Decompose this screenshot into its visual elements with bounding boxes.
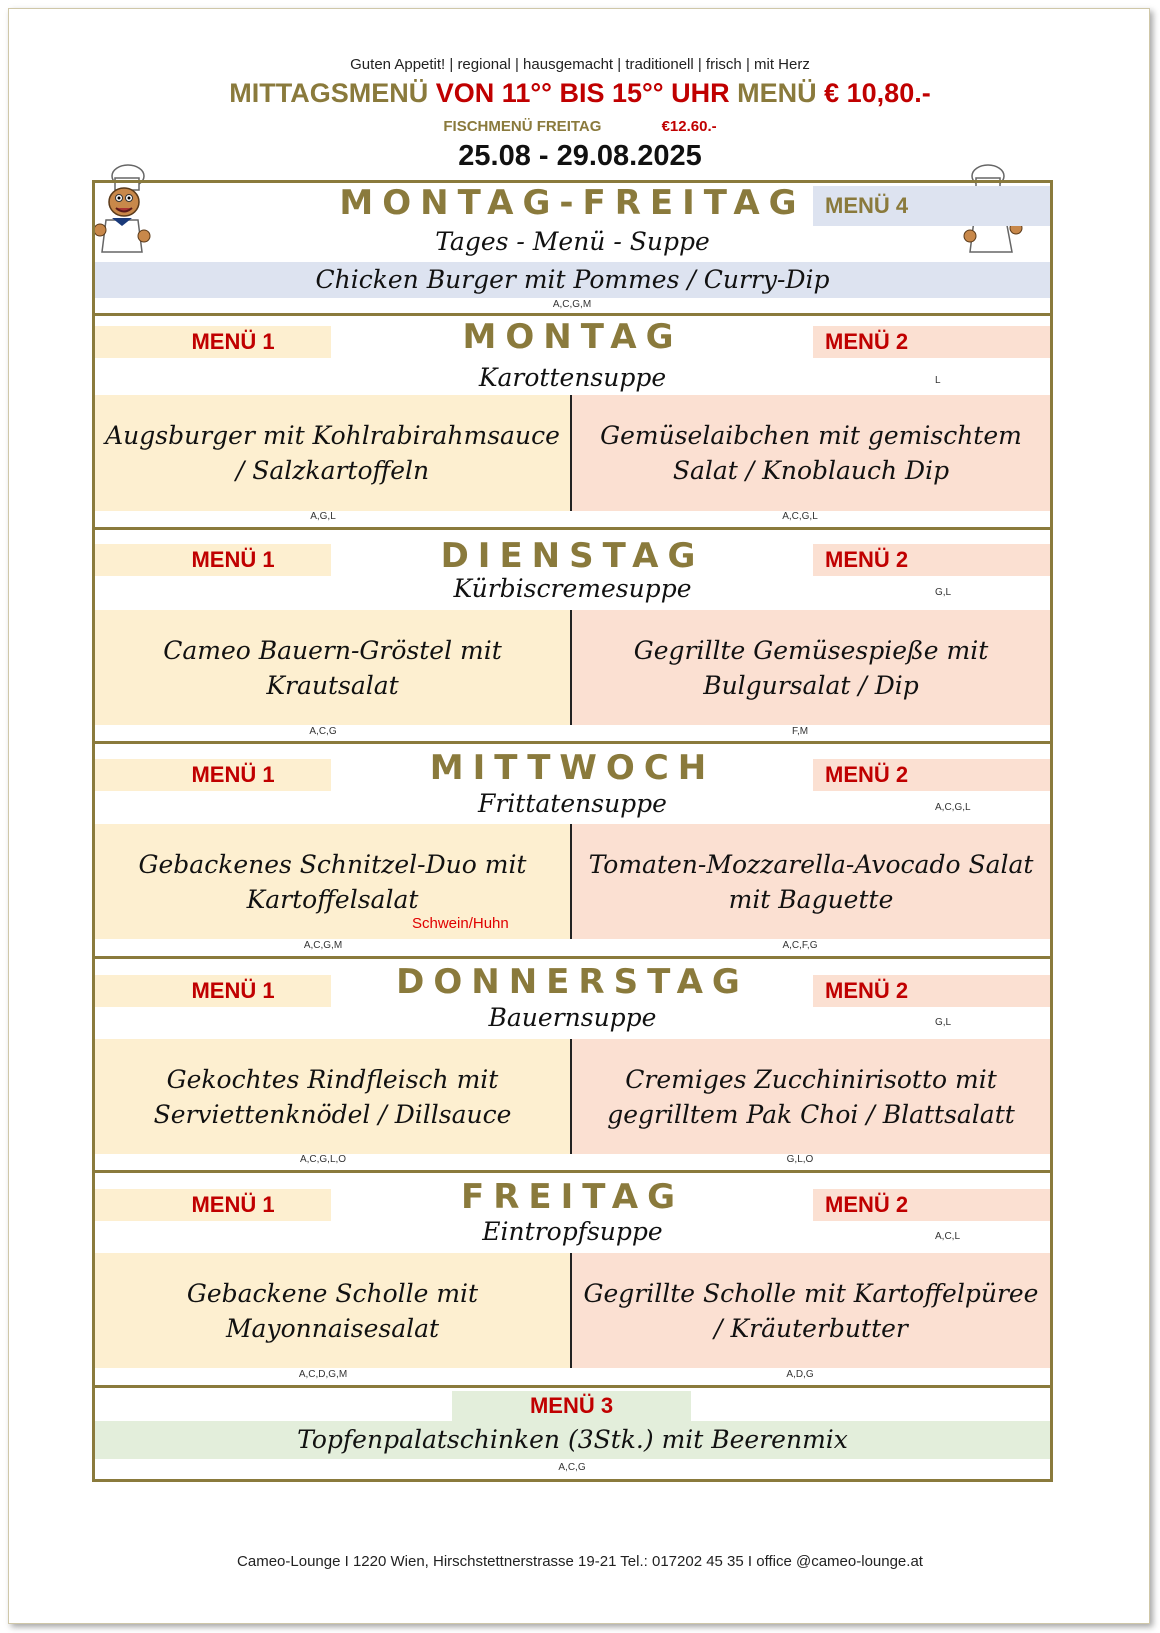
weekly-allergens: A,C,G,M bbox=[552, 299, 592, 310]
menu-1-label: MENÜ 1 bbox=[95, 759, 331, 791]
menu-3-label: MENÜ 3 bbox=[452, 1391, 691, 1421]
menu-3-section bbox=[95, 1388, 1050, 1479]
meat-note: Schwein/Huhn bbox=[412, 915, 509, 932]
day-section-mittwoch bbox=[95, 744, 1050, 959]
menu-2-allergens: G,L,O bbox=[786, 1154, 814, 1165]
heading-price: € 10,80.- bbox=[824, 78, 931, 108]
menu-1-label: MENÜ 1 bbox=[95, 975, 331, 1007]
menu-3-dish: Topfenpalatschinken (3Stk.) mit Beerenmix bbox=[95, 1421, 1050, 1459]
menu-1-allergens: A,C,G,L,O bbox=[299, 1154, 347, 1165]
lunch-menu-heading bbox=[0, 78, 1160, 109]
soup-allergens: G,L bbox=[935, 1017, 952, 1028]
menu-1-dish-text: Gebackenes Schnitzel-Duo mit Kartoffelsalat bbox=[138, 849, 527, 914]
soup-allergens: A,C,L bbox=[935, 1231, 961, 1242]
menu-1-allergens: A,C,D,G,M bbox=[298, 1369, 348, 1380]
fish-menu-price: €12.60.- bbox=[661, 118, 717, 135]
soup-allergens: L bbox=[935, 375, 941, 386]
menu-4-label: MENÜ 4 bbox=[813, 186, 1050, 226]
menu-frame bbox=[92, 180, 1053, 1482]
weekly-title: MONTAG-FREITAG bbox=[339, 183, 806, 223]
day-title: DIENSTAG bbox=[440, 536, 705, 576]
menu-2-label: MENÜ 2 bbox=[813, 759, 1050, 791]
soup-allergens: G,L bbox=[935, 587, 952, 598]
day-section-dienstag bbox=[95, 530, 1050, 744]
fish-menu-line bbox=[0, 118, 1160, 135]
fish-menu-label: FISCHMENÜ FREITAG bbox=[443, 118, 602, 135]
menu-1-allergens: A,C,G bbox=[309, 726, 337, 737]
menu-1-label: MENÜ 1 bbox=[95, 1189, 331, 1221]
menu-1-dish: Augsburger mit Kohlrabirahmsauce / Salzkartoffeln bbox=[95, 395, 572, 511]
soup-name: Kürbiscremesuppe bbox=[453, 574, 692, 603]
day-title: MONTAG bbox=[462, 317, 683, 357]
menu-2-dish: Gegrillte Gemüsespieße mit Bulgursalat / Dip bbox=[572, 610, 1050, 725]
day-section-freitag bbox=[95, 1173, 1050, 1388]
menu-1-dish: Gebackene Scholle mit Mayonnaisesalat bbox=[95, 1253, 572, 1368]
menu-2-dish: Tomaten-Mozzarella-Avocado Salat mit Baguette bbox=[572, 824, 1050, 939]
menu-2-label: MENÜ 2 bbox=[813, 1189, 1050, 1221]
tagline: Guten Appetit! | regional | hausgemacht | traditionell | frisch | mit Herz bbox=[350, 56, 810, 73]
weekly-section bbox=[95, 183, 1050, 316]
footer-contact: Cameo-Lounge I 1220 Wien, Hirschstettnerstrasse 19-21 Tel.: 017202 45 35 I office @cameo-lounge.at bbox=[237, 1553, 923, 1570]
menu-1-dish: Cameo Bauern-Gröstel mit Krautsalat bbox=[95, 610, 572, 725]
day-title: MITTWOCH bbox=[429, 748, 716, 788]
menu-2-allergens: A,C,F,G bbox=[782, 940, 818, 951]
soup-name: Bauernsuppe bbox=[488, 1003, 657, 1032]
soup-allergens: A,C,G,L bbox=[935, 802, 971, 813]
date-range: 25.08 - 29.08.2025 bbox=[458, 140, 702, 172]
day-title: FREITAG bbox=[460, 1177, 685, 1217]
soup-name: Karottensuppe bbox=[478, 363, 667, 392]
menu-1-label: MENÜ 1 bbox=[95, 326, 331, 358]
menu-2-label: MENÜ 2 bbox=[813, 975, 1050, 1007]
menu-2-dish: Cremiges Zucchinirisotto mit gegrilltem Pak Choi / Blattsalatt bbox=[572, 1039, 1050, 1154]
menu-1-allergens: A,C,G,M bbox=[303, 940, 343, 951]
soup-name: Eintropfsuppe bbox=[482, 1217, 663, 1246]
heading-part-2: VON 11°° BIS 15°° UHR bbox=[435, 78, 730, 108]
menu-2-allergens: A,D,G bbox=[786, 1369, 814, 1380]
heading-part-1: MITTAGSMENÜ bbox=[229, 78, 429, 108]
day-section-donnerstag bbox=[95, 959, 1050, 1173]
menu-2-dish: Gegrillte Scholle mit Kartoffelpüree / Kräuterbutter bbox=[572, 1253, 1050, 1368]
day-title: DONNERSTAG bbox=[396, 962, 749, 1002]
menu-2-allergens: F,M bbox=[791, 726, 809, 737]
menu-2-label: MENÜ 2 bbox=[813, 544, 1050, 576]
soup-name: Frittatensuppe bbox=[478, 789, 667, 818]
day-section-montag bbox=[95, 316, 1050, 530]
menu-1-label: MENÜ 1 bbox=[95, 544, 331, 576]
menu-2-allergens: A,C,G,L bbox=[782, 511, 818, 522]
menu-1-allergens: A,G,L bbox=[310, 511, 336, 522]
heading-part-3: MENÜ bbox=[737, 78, 817, 108]
menu-2-label: MENÜ 2 bbox=[813, 326, 1050, 358]
menu-3-allergens: A,C,G bbox=[558, 1462, 586, 1473]
weekly-subtitle: Tages - Menü - Suppe bbox=[435, 227, 710, 256]
weekly-dish: Chicken Burger mit Pommes / Curry-Dip bbox=[95, 262, 1050, 298]
menu-1-dish: Gekochtes Rindfleisch mit Serviettenknödel / Dillsauce bbox=[95, 1039, 572, 1154]
menu-2-dish: Gemüselaibchen mit gemischtem Salat / Knoblauch Dip bbox=[572, 395, 1050, 511]
